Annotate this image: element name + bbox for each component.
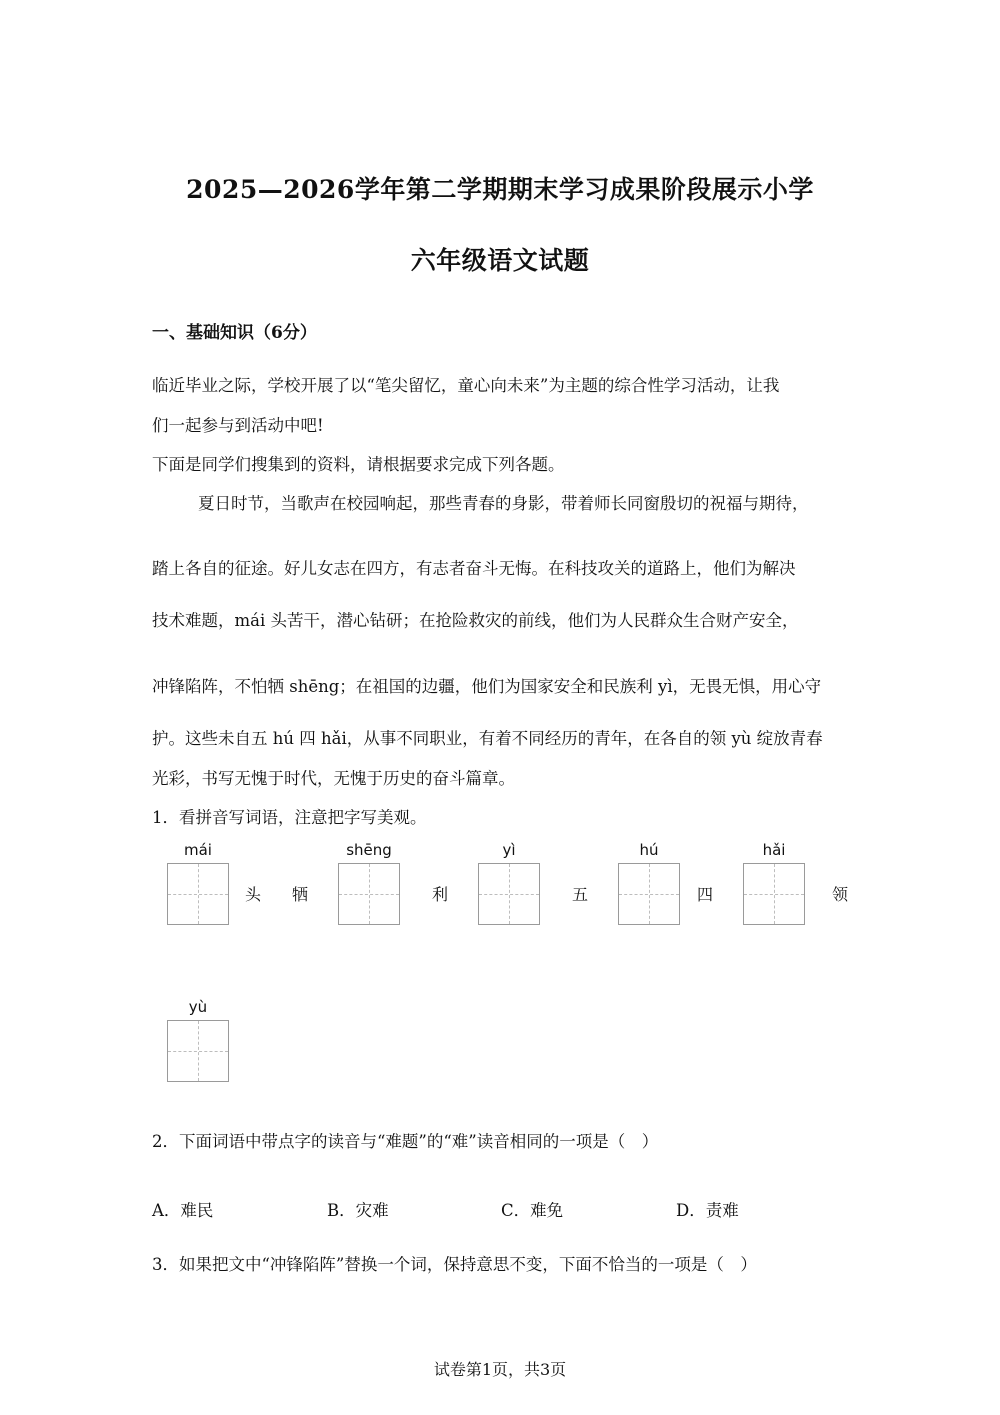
- intro-line-3: 下面是同学们搜集到的资料，请根据要求完成下列各题。: [152, 455, 565, 474]
- writing-grid-box[interactable]: [743, 863, 805, 925]
- companion-char: 领: [832, 885, 849, 904]
- writing-grid-box[interactable]: [338, 863, 400, 925]
- q2-stem: 2．下面词语中带点字的读音与“难题”的“难”读音相同的一项是（ ）: [152, 1132, 659, 1151]
- q2-option-b[interactable]: B．灾难: [327, 1201, 389, 1220]
- writing-grid-box[interactable]: [618, 863, 680, 925]
- pinyin-label: shēng: [346, 841, 392, 859]
- pinyin-label: hú: [639, 841, 659, 859]
- pinyin-label: hǎi: [762, 841, 786, 859]
- passage-line-6: 光彩，书写无愧于时代，无愧于历史的奋斗篇章。: [152, 769, 515, 788]
- companion-char: 利: [432, 885, 449, 904]
- q2-option-a[interactable]: A．难民: [152, 1201, 214, 1220]
- writing-grid-box[interactable]: [478, 863, 540, 925]
- pinyin-label: yù: [188, 998, 208, 1016]
- page-footer: 试卷第1页，共3页: [433, 1360, 567, 1379]
- passage-line-5: 护。这些未自五 hú 四 hǎi，从事不同职业，有着不同经历的青年，在各自的领 yù 绽放青春: [152, 729, 823, 748]
- pinyin-label: mái: [184, 841, 212, 859]
- passage-line-1: 夏日时节，当歌声在校园响起，那些青春的身影，带着师长同窗殷切的祝福与期待，: [198, 494, 809, 513]
- passage-line-3: 技术难题，mái 头苦干，潜心钻研；在抢险救灾的前线，他们为人民群众生合财产安全，: [152, 611, 799, 630]
- writing-grid-box[interactable]: [167, 863, 229, 925]
- exam-title-line1: 2025—2026学年第二学期期末学习成果阶段展示小学: [186, 175, 814, 204]
- companion-char: 四: [697, 885, 714, 904]
- q2-option-c[interactable]: C．难免: [501, 1201, 564, 1220]
- passage-line-4: 冲锋陷阵，不怕牺 shēng；在祖国的边疆，他们为国家安全和民族利 yì，无畏无惧，用心守: [152, 677, 822, 696]
- section-heading: 一、基础知识（6分）: [152, 323, 317, 343]
- q3-stem: 3．如果把文中“冲锋陷阵”替换一个词，保持意思不变，下面不恰当的一项是（ ）: [152, 1255, 757, 1274]
- companion-char: 五: [572, 885, 589, 904]
- intro-line-1: 临近毕业之际，学校开展了以“笔尖留忆，童心向未来”为主题的综合性学习活动，让我: [152, 376, 780, 395]
- q1-stem: 1．看拼音写词语，注意把字写美观。: [152, 808, 427, 827]
- passage-line-2: 踏上各自的征途。好儿女志在四方，有志者奋斗无悔。在科技攻关的道路上，他们为解决: [152, 559, 796, 578]
- q2-option-d[interactable]: D．责难: [676, 1201, 739, 1220]
- writing-grid-box[interactable]: [167, 1020, 229, 1082]
- exam-title-line2: 六年级语文试题: [410, 246, 590, 275]
- companion-char: 头: [245, 885, 262, 904]
- companion-char: 牺: [292, 885, 309, 904]
- pinyin-label: yì: [502, 841, 516, 859]
- intro-line-2: 们一起参与到活动中吧!: [152, 416, 324, 435]
